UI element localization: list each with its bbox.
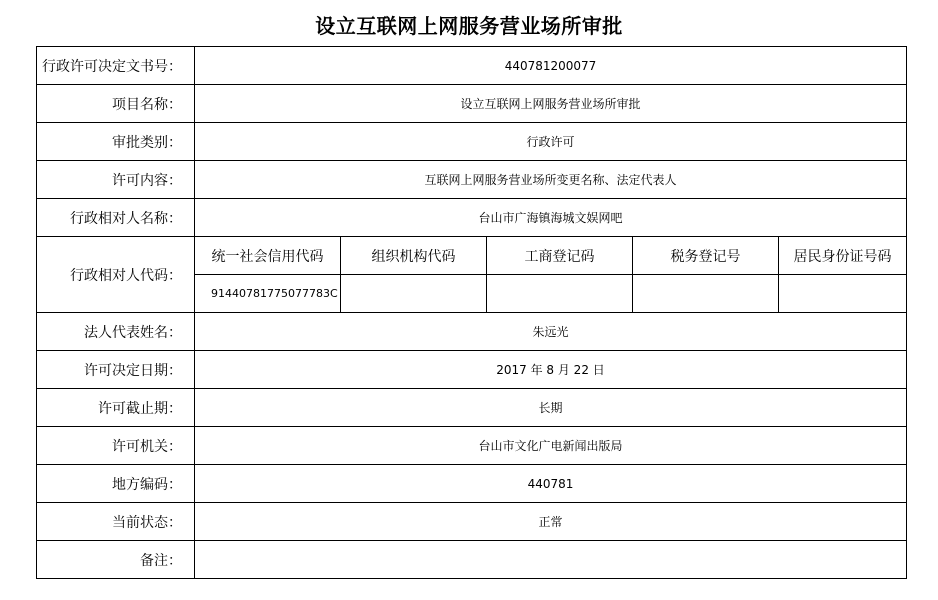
table-row <box>37 389 907 427</box>
credit-code-value: 91440781775077783C <box>195 275 341 313</box>
content-value: 互联网上网服务营业场所变更名称、法定代表人 <box>195 161 907 199</box>
decision-no-value: 440781200077 <box>195 47 907 85</box>
table-row <box>37 85 907 123</box>
approval-info-table <box>36 46 907 579</box>
decision-no-label: 行政许可决定文书号： <box>37 47 195 85</box>
org-code-value <box>341 275 487 313</box>
business-reg-header: 工商登记码 <box>487 237 633 275</box>
org-code-header: 组织机构代码 <box>341 237 487 275</box>
counterpart-name-label: 行政相对人名称： <box>37 199 195 237</box>
category-label: 审批类别： <box>37 123 195 161</box>
project-name-label: 项目名称： <box>37 85 195 123</box>
table-row <box>37 47 907 85</box>
counterpart-name-value: 台山市广海镇海城文娱网吧 <box>195 199 907 237</box>
table-row <box>37 237 907 275</box>
table-row <box>37 427 907 465</box>
decision-date-value: 2017 年 8 月 22 日 <box>195 351 907 389</box>
tax-reg-value <box>633 275 779 313</box>
authority-value: 台山市文化广电新闻出版局 <box>195 427 907 465</box>
table-row <box>37 199 907 237</box>
table-row <box>37 503 907 541</box>
id-card-value <box>779 275 907 313</box>
content-label: 许可内容： <box>37 161 195 199</box>
remarks-label: 备注： <box>37 541 195 579</box>
credit-code-header: 统一社会信用代码 <box>195 237 341 275</box>
table-row <box>37 313 907 351</box>
category-value: 行政许可 <box>195 123 907 161</box>
authority-label: 许可机关： <box>37 427 195 465</box>
id-card-header: 居民身份证号码 <box>779 237 907 275</box>
tax-reg-header: 税务登记号 <box>633 237 779 275</box>
region-code-value: 440781 <box>195 465 907 503</box>
project-name-value: 设立互联网上网服务营业场所审批 <box>195 85 907 123</box>
expiry-value: 长期 <box>195 389 907 427</box>
business-reg-value <box>487 275 633 313</box>
expiry-label: 许可截止期： <box>37 389 195 427</box>
table-row <box>37 465 907 503</box>
status-label: 当前状态： <box>37 503 195 541</box>
table-row <box>37 541 907 579</box>
table-row <box>37 351 907 389</box>
table-row <box>37 123 907 161</box>
decision-date-label: 许可决定日期： <box>37 351 195 389</box>
table-row <box>37 161 907 199</box>
counterpart-code-label: 行政相对人代码： <box>37 237 195 313</box>
legal-rep-label: 法人代表姓名： <box>37 313 195 351</box>
page-title: 设立互联网上网服务营业场所审批 <box>315 14 623 38</box>
status-value: 正常 <box>195 503 907 541</box>
legal-rep-value: 朱远光 <box>195 313 907 351</box>
region-code-label: 地方编码： <box>37 465 195 503</box>
remarks-value <box>195 541 907 579</box>
